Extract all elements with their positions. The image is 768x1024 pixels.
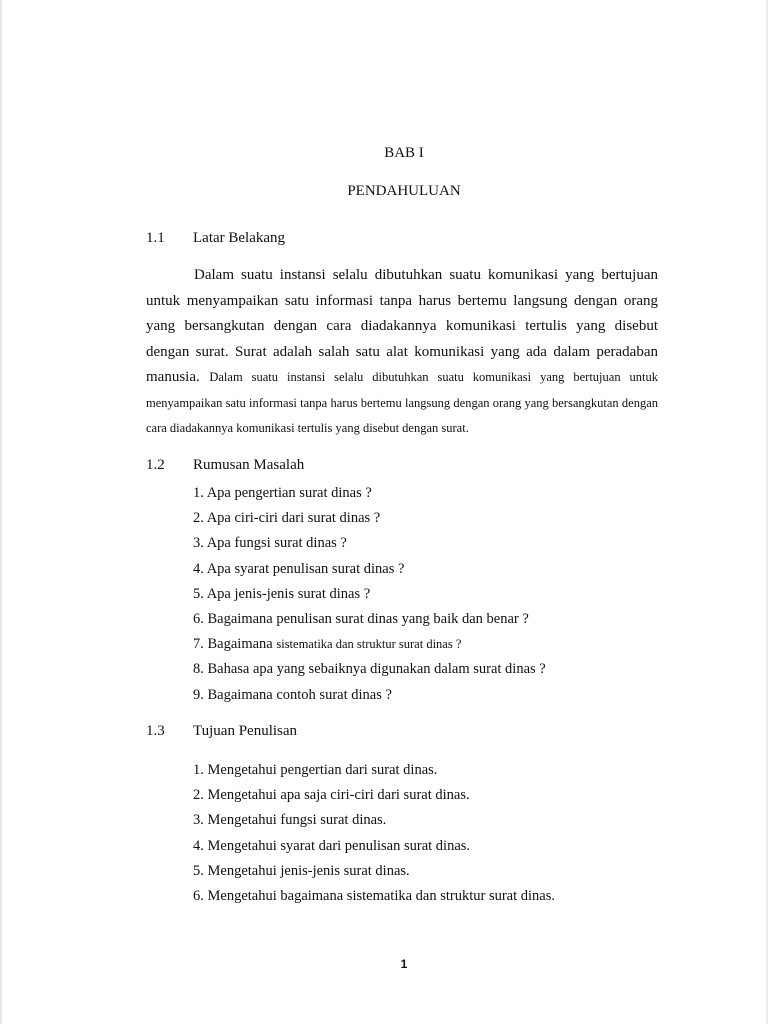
objective-list xyxy=(193,758,555,909)
list-item: 6. Bagaimana penulisan surat dinas yang baik dan benar ? xyxy=(193,610,529,627)
list-item: 3. Apa fungsi surat dinas ? xyxy=(193,535,347,552)
section-number-1-1: 1.1 xyxy=(146,230,165,246)
list-item xyxy=(193,632,546,657)
problem-list xyxy=(193,481,546,708)
list-item: 8. Bahasa apa yang sebaiknya digunakan dalam surat dinas ? xyxy=(193,661,546,678)
list-item: 5. Mengetahui jenis-jenis surat dinas. xyxy=(193,862,410,879)
list-item: 4. Mengetahui syarat dari penulisan surat dinas. xyxy=(193,837,471,854)
background-paragraph-repeat: Dalam suatu instansi selalu dibutuhkan suatu komunikasi yang bertujuan untuk menyampaikan satu informasi tanpa harus bertemu langsung dengan orang yang bersangkutan dengan cara diadakannya komunikasi tertulis yang disebut dengan surat. xyxy=(146,370,658,435)
background-paragraph-main: Dalam suatu instansi selalu dibutuhkan suatu komunikasi yang bertujuan untuk menyampaikan satu informasi tanpa harus bertemu langsung dengan orang yang bersangkutan dengan cara diadakannya komunikasi tertulis yang disebut dengan surat. Surat adalah salah satu alat komunikasi yang ada dalam peradaban manusia. xyxy=(146,267,658,385)
list-item: 6. Mengetahui bagaimana sistematika dan struktur surat dinas. xyxy=(193,887,556,904)
section-title-tujuan-penulisan: Tujuan Penulisan xyxy=(193,723,298,739)
list-item-lead: 7. Bagaimana xyxy=(193,636,273,653)
section-number-1-2: 1.2 xyxy=(146,457,165,473)
background-paragraph xyxy=(146,263,658,442)
list-item: 2. Apa ciri-ciri dari surat dinas ? xyxy=(193,510,381,527)
page-number: 1 xyxy=(400,957,408,971)
list-item: 3. Mengetahui fungsi surat dinas. xyxy=(193,812,387,829)
list-item-rest: sistematika dan struktur surat dinas ? xyxy=(276,637,462,652)
list-item: 1. Apa pengertian surat dinas ? xyxy=(193,485,372,501)
chapter-label: BAB I xyxy=(384,145,424,161)
chapter-title: PENDAHULUAN xyxy=(347,183,461,199)
section-title-latar-belakang: Latar Belakang xyxy=(193,230,286,246)
list-item: 1. Mengetahui pengertian dari surat dinas. xyxy=(193,762,438,778)
list-item: 2. Mengetahui apa saja ciri-ciri dari surat dinas. xyxy=(193,787,470,804)
list-item: 5. Apa jenis-jenis surat dinas ? xyxy=(193,585,371,602)
section-title-rumusan-masalah: Rumusan Masalah xyxy=(193,457,305,473)
list-item: 9. Bagaimana contoh surat dinas ? xyxy=(193,686,392,703)
section-number-1-3: 1.3 xyxy=(146,723,165,739)
list-item: 4. Apa syarat penulisan surat dinas ? xyxy=(193,560,405,577)
